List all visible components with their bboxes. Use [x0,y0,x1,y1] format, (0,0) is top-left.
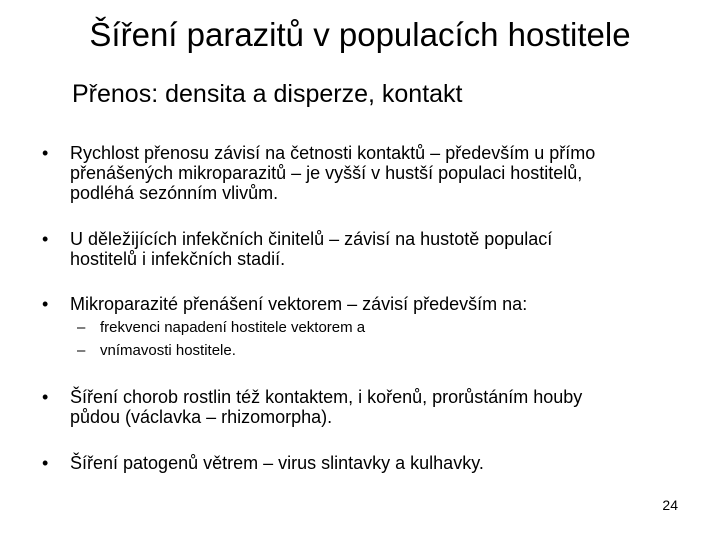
bullet-line: Rychlost přenosu závisí na četnosti kontaktů – především u přímo [70,143,596,163]
sub-item-marker: – [77,342,86,359]
bullet-text [70,143,670,203]
bullet-marker: • [42,453,49,473]
sub-item-text: vnímavosti hostitele. [100,342,236,359]
bullet-text [70,294,670,314]
bullet-marker: • [42,229,49,249]
bullet-text [70,229,670,269]
bullet-line: hostitelů i infekčních stadií. [70,249,286,269]
bullet-line: půdou (václavka – rhizomorpha). [70,407,333,427]
bullet-line: Šíření patogenů větrem – virus slintavky a kulhavky. [70,453,484,473]
bullet-marker: • [42,387,49,407]
slide-title: Šíření parazitů v populacích hostitele [89,16,631,53]
sub-item-marker: – [77,319,86,336]
bullet-marker: • [42,294,49,314]
bullet-line: Mikroparazité přenášení vektorem – závisí především na: [70,294,528,314]
bullet-marker: • [42,143,49,163]
sub-item-text: frekvenci napadení hostitele vektorem a [100,319,366,336]
bullet-text [70,453,670,473]
bullet-text [70,387,670,427]
bullet-line: Šíření chorob rostlin též kontaktem, i kořenů, prorůstáním houby [70,387,583,407]
bullet-line: přenášených mikroparazitů – je vyšší v hustší populaci hostitelů, [70,163,583,183]
bullet-line: U děležijících infekčních činitelů – závisí na hustotě populací [70,229,553,249]
page-number: 24 [662,497,678,513]
slide-subtitle: Přenos: densita a disperze, kontakt [72,80,463,108]
bullet-line: podléhá sezónním vlivům. [70,183,279,203]
